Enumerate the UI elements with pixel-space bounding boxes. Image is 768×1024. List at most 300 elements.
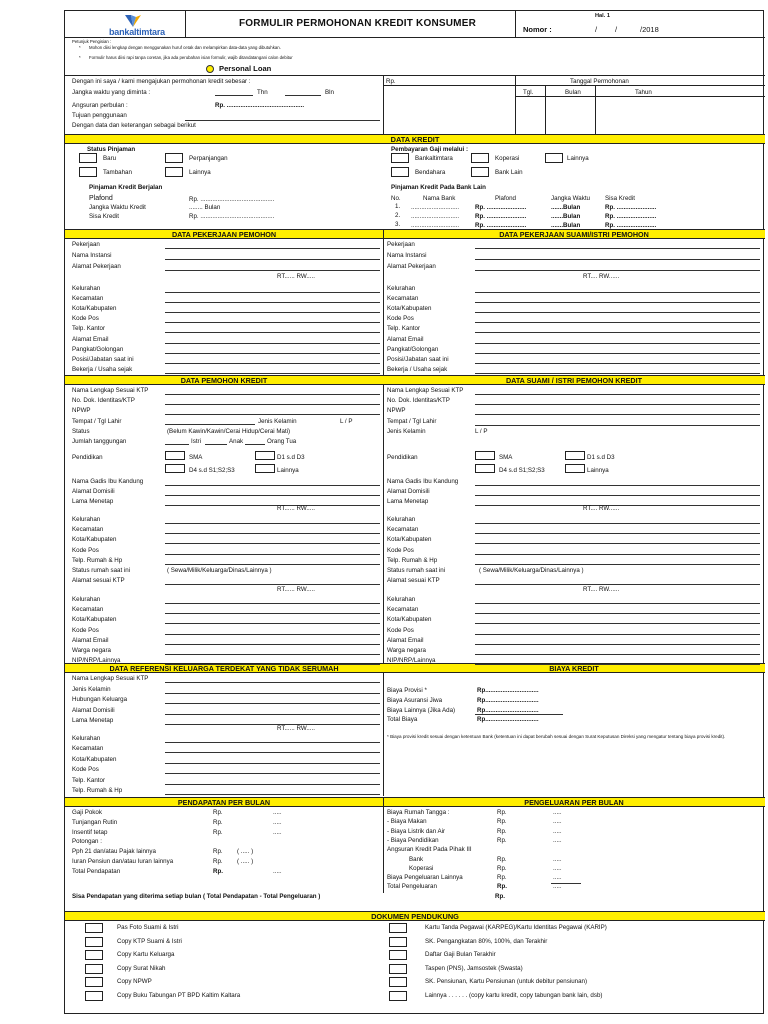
doc-checkbox[interactable] [85,937,103,947]
field-label: Kecamatan [387,606,419,614]
field-label: Iuran Pensiun dan/atau Iuran lainnya [72,858,174,865]
field-label: Posisi/Jabatan saat ini [387,355,449,363]
field-label: Alamat Pekerjaan [72,263,121,271]
field-label: Lama Menetap [72,717,114,725]
field-label: Nama Gadis Ibu Kandung [387,478,459,485]
field-label: - Biaya Pendidikan [387,836,439,844]
spouse-work-field-input[interactable] [475,343,760,344]
spouse-field-input[interactable] [475,554,760,555]
spouse-field-input[interactable] [475,404,760,405]
applicant-field-input[interactable] [165,584,380,585]
field-label: Kota/Kabupaten [72,305,117,313]
field-label: Kota/Kabupaten [72,616,117,624]
rt-rw-label: RT...... RW..... [277,725,315,732]
field-label: Kode Pos [387,626,414,634]
field-label: Alamat Domisili [72,488,115,496]
spouse-field-input[interactable] [475,654,760,655]
field-label: Kelurahan [72,285,101,292]
applicant-field-input[interactable] [165,414,380,415]
applicant-field-input[interactable] [165,495,380,496]
field-label: Rp. [497,809,507,816]
expense-input[interactable]: ..... [553,883,562,891]
pay-banklain-checkbox[interactable] [471,167,489,177]
instruction-item: Mohon diisi lengkap dengan menggunakan huruf cetak dan melampirkan data-data yang dibutuhkan. [89,45,281,50]
applicant-field-input[interactable] [165,394,380,395]
field-label: Kecamatan [72,606,104,614]
field-label: Rp. [497,864,507,872]
spouse-field-input[interactable] [475,664,760,665]
doc-label: Daftar Gaji Bulan Terakhir [425,951,496,958]
field-label: Koperasi [409,864,434,872]
birth-place-input[interactable] [165,424,255,425]
rt-rw-label: RT.... RW...... [583,586,620,593]
spouse-field-input[interactable] [475,603,760,604]
field-label: Tempat / Tgl Lahir [72,417,122,425]
section-dokumen: DOKUMEN PENDUKUNG [65,911,765,921]
personal-loan-label: Personal Loan [219,64,272,73]
field-label: Lama Menetap [72,498,114,506]
spouse-work-field-input[interactable] [475,322,760,323]
field-label: Kota/Kabupaten [387,536,432,544]
work-field-input[interactable] [165,332,380,333]
field-label: Rp. [497,827,507,835]
doc-label: Copy NPWP [117,978,152,985]
field-label: Telp. Kantor [387,325,421,333]
page-number: Hal. 1 [595,13,610,19]
field-label: Kecamatan [387,295,419,303]
marital-status-options[interactable]: (Belum Kawin/Kawin/Cerai Hidup/Cerai Mati) [167,428,291,435]
rt-rw-label: RT.... RW...... [583,505,620,512]
field-label: NIP/NRP/Lainnya [387,657,436,665]
field-label: No. Dok. Identitas/KTP [387,397,450,405]
field-label: NPWP [387,407,406,415]
work-field-input[interactable] [165,292,380,293]
field-label: Gaji Pokok [72,809,102,816]
applicant-field-input[interactable] [165,543,380,544]
field-label: - Biaya Listrik dan Air [387,827,446,835]
field-label: Kode Pos [72,315,99,323]
field-label: Alamat sesuai KTP [387,577,440,585]
spouse-field-input[interactable] [475,564,760,565]
spouse-field-input[interactable] [475,533,760,534]
field-label: Lama Menetap [387,498,429,506]
field-label: Kode Pos [387,315,414,323]
section-pasangan: DATA SUAMI / ISTRI PEMOHON KREDIT [383,375,765,385]
section-pekerjaan-pemohon: DATA PEKERJAAN PEMOHON [65,229,383,239]
applicant-field-input[interactable] [165,664,380,665]
status-perpanjangan-checkbox[interactable] [165,153,183,163]
work-field-input[interactable] [165,322,380,323]
field-label: Jenis Kelamin [72,685,111,693]
spouse-work-field-input[interactable] [475,363,760,364]
reference-field-input[interactable] [165,773,380,774]
field-label: Warga negara [72,647,111,654]
purpose-input[interactable] [185,120,380,121]
field-label: Alamat Domisili [72,706,115,714]
field-label: Kecamatan [72,745,104,753]
applicant-field-input[interactable] [165,554,380,555]
spouse-field-input[interactable] [475,394,760,395]
field-label: Kota/Kabupaten [72,755,117,763]
cost-input[interactable]: Rp............................... [477,696,539,704]
expense-input[interactable]: ..... [553,864,562,872]
field-label: Jumlah tanggungan [72,438,127,445]
spouse-work-field-input[interactable] [475,259,760,260]
field-label: Alamat Email [72,335,109,343]
field-label: Kecamatan [387,526,419,534]
applicant-field-input[interactable] [165,505,380,506]
field-label: Insentif tetap [72,828,108,836]
income-input[interactable]: ( ..... ) [237,848,254,856]
field-label: Status rumah saat ini [387,567,446,574]
spouse-field-input[interactable] [475,495,760,496]
reference-field-input[interactable] [165,714,380,715]
field-label: Posisi/Jabatan saat ini [72,355,134,363]
loan-amount-input[interactable]: Rp. [386,78,396,85]
field-label: Orang Tua [267,438,297,445]
reference-field-input[interactable] [165,794,380,795]
status-tambahan-checkbox[interactable] [79,167,97,177]
doc-checkbox[interactable] [85,991,103,1001]
field-label: Pekerjaan [387,241,415,248]
field-label: Nama Lengkap Sesuai KTP [387,387,464,394]
reference-field-input[interactable] [165,784,380,785]
field-label: Telp. Rumah & Hp [72,556,123,564]
field-label: Pangkat/Golongan [387,345,439,353]
net-income-label: Sisa Pendapatan yang diterima setiap bulan ( Total Pendapatan - Total Pengeluaran ) [72,893,321,900]
instruction-item: Formulir harus diisi rapi tanpa coretan, jika ada perubahan isian formulir, wajib ditandatangani calon debitur [89,55,293,60]
field-label: Rp. [497,836,507,844]
field-label: Jenis Kelamin [387,428,426,435]
field-label: Telp. Kantor [72,325,106,333]
field-label: NIP/NRP/Lainnya [72,657,121,665]
expense-input[interactable]: ..... [553,874,562,882]
field-label: Rp. [497,818,507,826]
field-label: Rp. [213,858,223,865]
spouse-field-input[interactable] [475,613,760,614]
spouse-field-input[interactable] [475,523,760,524]
form-title: FORMULIR PERMOHONAN KREDIT KONSUMER [239,18,476,29]
field-label: Status rumah saat ini [72,567,131,574]
doc-checkbox[interactable] [389,991,407,1001]
field-label: Telp. Rumah & Hp [387,556,438,564]
dependents-wife-input[interactable] [165,444,189,445]
income-input[interactable]: ( ..... ) [237,858,254,865]
field-label: Kecamatan [72,526,104,534]
spouse-field-input[interactable] [475,634,760,635]
field-label: Kelurahan [387,516,416,523]
section-pekerjaan-pasangan: DATA PEKERJAAN SUAMI/ISTRI PEMOHON [383,229,765,239]
dependents-parent-input[interactable] [245,444,265,445]
field-label: Kota/Kabupaten [387,305,432,313]
field-label: Bekerja / Usaha sejak [387,365,448,373]
expense-input[interactable]: ..... [553,818,562,826]
field-label: Kode Pos [72,766,99,774]
doc-checkbox[interactable] [389,950,407,960]
spouse-field-input[interactable] [475,425,760,426]
expense-input[interactable]: ..... [553,855,562,863]
doc-checkbox[interactable] [389,923,407,933]
expense-underline [551,883,581,884]
doc-checkbox[interactable] [85,977,103,987]
applicant-field-input[interactable] [165,623,380,624]
work-field-input[interactable] [165,373,380,374]
personal-loan-radio[interactable] [206,65,214,73]
field-label: Pekerjaan [72,241,100,248]
field-label: Alamat sesuai KTP [72,577,125,585]
spouse-field-input[interactable] [475,414,760,415]
reference-field-input[interactable] [165,724,380,725]
nomor-label: Nomor : [523,25,552,34]
work-field-input[interactable] [165,259,380,260]
income-input[interactable]: ..... [273,828,282,836]
work-field-input[interactable] [165,363,380,364]
credit-application-form: bankaltimtara FORMULIR PERMOHONAN KREDIT KONSUMER Hal. 1 Nomor : / / /2018 Petunjuk Pengisian : * Mohon diisi lengkap dengan menggunakan huruf cetak dan melampirkan data-data yang dibutuhkan. * Formulir harus diisi rapi tanpa coretan, jika ada perubahan isian formulir, wajib ditandatangani calon debitur Personal Loan Dengan ini saya / kami mengajukan permohonan kredit sebesar : Rp. Tanggal Permohonan Jangka waktu yang diminta : Thn Bln Tgl. Bulan Tahun Angsuran perbulan : Rp. ............................................. Tujuan penggunaan Dengan data dan keterangan sebagai berikut DATA KREDIT Status Pinjaman Baru Perpanjangan Tambahan Lainnya Pembayaran Gaji melalui : Bankaltimtara Koperasi Lainnya Bendahara Bank Lain Pinjaman Kredit Berjalan Plafond Rp. ........................................... Jangka Waktu Kredit ........ Bulan Sisa Kredit Rp. ........................................... Pinjaman Kredit Pada Bank Lain No. Nama Bank Plafond Jangka Waktu Sisa Kredit 1. ............................ Rp. ....................... .......Bulan Rp. ....................... 2. ............................ Rp. ....................... .......Bulan Rp. ....................... 3. ............................ Rp. ....................... .......Bulan Rp. ....................... DATA PEKERJAAN PEMOHON DATA PEKERJAAN SUAMI/ISTRI PEMOHON DATA PEMOHON KREDIT DATA SUAMI / ISTRI PEMOHON KREDIT DATA REFERENSI KELUARGA TERDEKAT YANG TIDAK SERUMAH BIAYA KREDIT PENDAPATAN PER BULAN PENGELUARAN PER BULAN Sisa Pendapatan yang diterima setiap bulan ( Total Pendapatan - Total Pengeluaran ) Rp. DOKUMEN PENDUKUNG Pekerjaan Pekerjaan Nama Instansi Nama Instansi Alamat Pekerjaan Alamat Pekerjaan RT...... RW..... RT.... RW...... Kelurahan Kelurahan Kecamatan Kecamatan Kota/Kabupaten Kota/Kabupaten Kode Pos Kode Pos Telp. Kantor Telp. Kantor Alamat Email Alamat Email Pangkat/Golongan Pangkat/Golongan Posisi/Jabatan saat ini Posisi/Jabatan saat ini Bekerja / Usaha sejak Bekerja / Usaha sejak Nama Lengkap Sesuai KTP Nama Lengkap Sesuai KTP No. Dok. Identitas/KTP No. Dok. Identitas/KTP NPWP NPWP Tempat / Tgl Lahir Tempat / Tgl Lahir Jenis Kelamin L / P Jenis Kelamin L / P Status (Belum Kawin/Kawin/Cerai Hidup/Cerai Mati) Jumlah tanggungan Istri Anak Orang Tua Pendidikan SMA D1 s.d D3 D4 s.d S1;S2;S3 Lainnya Pendidikan SMA D1 s.d D3 D4 s.d S1;S2;S3 Lainnya Nama Gadis Ibu Kandung Nama Gadis Ibu Kandung Alamat Domisili Alamat Domisili Lama Menetap Lama Menetap RT...... RW..... RT.... RW...... Kelurahan Kelurahan Kecamatan Kecamatan Kota/Kabupaten Kota/Kabupaten Kode Pos Kode Pos Telp. Rumah & Hp Telp. Rumah & Hp Status rumah saat ini ( Sewa/Milik/Keluarga/Dinas/Lainnya ) Status rumah saat ini ( Sewa/Milik/Keluarga/Dinas/Lainnya ) Alamat sesuai KTP Alamat sesuai KTP RT...... RW..... RT.... RW...... Kelurahan Kelurahan Kecamatan Kecamatan Kota/Kabupaten Kota/Kabupaten Kode Pos Kode Pos Alamat Email Alamat Email Warga negara Warga negara NIP/NRP/Lainnya NIP/NRP/Lainnya Nama Lengkap Sesuai KTP Jenis Kelamin Hubungan Keluarga Alamat Domisili Lama Menetap RT...... RW..... Kelurahan Kecamatan Kota/Kabupaten Kode Pos Telp. Kantor Telp. Rumah & Hp Biaya Provisi * Rp............................... Biaya Asuransi Jiwa Rp............................... Biaya Lainnya (Jika Ada) Rp............................... Total Biaya Rp............................... * Biaya provisi kredit sesuai dengan ketentuan Bank (ketentuan ini dapat berubah sesuai dengan Surat Keputusan Direksi yang mengatur tentang biaya provisi kredit). Gaji Pokok Rp. ..... Tunjangan Rutin Rp. ..... Insentif tetap Rp. ..... Potongan : Pph 21 dan/atau Pajak lainnya Rp. ( ..... ) Iuran Pensiun dan/atau Iuran lainnya Rp. ( ..... ) Total Pendapatan Rp. ..... Biaya Rumah Tangga : Rp. ..... - Biaya Makan Rp. ..... - Biaya Listrik dan Air Rp. ..... - Biaya Pendidikan Rp. ..... Angsuran Kredit Pada Pihak III Bank Rp. ..... Koperasi Rp. ..... Biaya Pengeluaran Lainnya Rp. ..... Total Pengeluaran Rp. ..... Pas Foto Suami & Istri Copy KTP Suami & Istri Copy Kartu Keluarga Copy Surat Nikah Copy NPWP Copy Buku Tabungan PT BPD Kaltim Kaltara Kartu Tanda Pegawai (KARPEG)/Kartu Identitas Pegawai (KARIP) SK. Pengangkatan 80%, 100%, dan Terakhir Daftar Gaji Bulan Terakhir Taspen (PNS), Jamsostek (Swasta) SK. Pensiunan, Kartu Pensiunan (untuk debitur pensiunan) Lainnya . . . . . . (copy kartu kredit, copy tabungan bank lain, dsb) [64,10,764,1014]
spouse-field-input[interactable] [475,644,760,645]
edu-d4s3-checkbox[interactable] [475,464,495,473]
work-field-input[interactable] [165,302,380,303]
bank-logo [87,13,165,39]
edu-other-checkbox[interactable] [565,464,585,473]
reference-field-input[interactable] [165,752,380,753]
spouse-work-field-input[interactable] [475,353,760,354]
expense-input[interactable]: ..... [553,827,562,835]
doc-label: Copy Buku Tabungan PT BPD Kaltim Kaltara [117,991,241,999]
field-label: Istri [191,438,201,445]
spouse-work-field-input[interactable] [475,302,760,303]
doc-checkbox[interactable] [389,977,407,987]
reference-field-input[interactable] [165,682,380,683]
field-label: No. Dok. Identitas/KTP [72,397,135,405]
spouse-field-input[interactable] [475,485,760,486]
edu-sma-checkbox[interactable] [165,451,185,460]
cost-input[interactable]: Rp............................... [477,706,539,714]
spouse-work-field-input[interactable] [475,312,760,313]
edu-d1d3-checkbox[interactable] [565,451,585,460]
applicant-field-input[interactable] [165,485,380,486]
field-label: Total Pendapatan [72,867,121,875]
doc-checkbox[interactable] [85,923,103,933]
field-label: Nama Lengkap Sesuai KTP [72,675,149,682]
spouse-field-input[interactable] [475,623,760,624]
field-label: NPWP [72,407,91,415]
doc-checkbox[interactable] [389,937,407,947]
field-label: Rp. [497,874,507,882]
installment-input[interactable]: Rp. ............................................. [215,102,305,109]
field-label: Biaya Rumah Tangga : [387,809,450,816]
field-label: Kelurahan [72,516,101,523]
section-referensi: DATA REFERENSI KELUARGA TERDEKAT YANG TIDAK SERUMAH [65,663,383,673]
field-label: Nama Instansi [72,252,112,260]
field-label: Nama Gadis Ibu Kandung [72,478,144,485]
reference-field-input[interactable] [165,693,380,694]
expense-input[interactable]: ..... [553,809,562,816]
field-label: Anak [229,438,244,445]
field-label: Nama Lengkap Sesuai KTP [72,387,149,394]
nomor-year: /2018 [640,25,659,34]
spouse-work-field-input[interactable] [475,292,760,293]
applicant-field-input[interactable] [165,533,380,534]
house-status-options[interactable]: ( Sewa/Milik/Keluarga/Dinas/Lainnya ) [479,567,584,574]
rt-rw-label: RT...... RW..... [277,273,315,280]
bank-logo-text: bankaltimtara [109,27,165,37]
current-remaining-input[interactable]: Rp. ........................................... [189,213,275,220]
field-label: D4 s.d S1;S2;S3 [499,467,545,474]
doc-label: SK. Pensiunan, Kartu Pensiunan (untuk debitur pensiunan) [425,978,588,985]
field-label: Lainnya [587,467,609,474]
reference-field-input[interactable] [165,742,380,743]
work-field-input[interactable] [165,312,380,313]
spouse-work-field-input[interactable] [475,270,760,271]
field-label: SMA [499,454,513,461]
reference-field-input[interactable] [165,763,380,764]
provision-note: * Biaya provisi kredit sesuai dengan ketentuan Bank (ketentuan ini dapat berubah sesuai dengan Surat Keputusan Direksi yang mengatur tentang biaya provisi kredit). [387,734,726,739]
field-label: SMA [189,454,203,461]
pay-lainnya-checkbox[interactable] [545,153,563,163]
field-label: Telp. Kantor [72,776,106,784]
field-label: Angsuran Kredit Pada Pihak III [387,846,472,854]
doc-label: SK. Pengangkatan 80%, 100%, dan Terakhir [425,937,548,945]
work-field-input[interactable] [165,353,380,354]
income-input[interactable]: ..... [273,867,282,875]
section-biaya-kredit: BIAYA KREDIT [383,663,765,673]
spouse-field-input[interactable] [475,543,760,544]
applicant-field-input[interactable] [165,654,380,655]
spouse-work-field-input[interactable] [475,248,760,249]
field-label: Pph 21 dan/atau Pajak lainnya [72,848,156,856]
field-label: Alamat Pekerjaan [387,263,436,271]
field-label: Bekerja / Usaha sejak [72,365,133,373]
tenor-months-input[interactable] [285,95,321,96]
field-label: Jenis Kelamin [258,418,297,425]
applicant-field-input[interactable] [165,613,380,614]
field-label: - Biaya Makan [387,818,427,826]
field-label: Rp. [213,848,223,856]
field-label: Potongan : [72,838,102,846]
field-label: Kode Pos [387,546,414,554]
field-label: Rp. [213,828,223,836]
doc-label: Pas Foto Suami & Istri [117,924,179,931]
applicant-field-input[interactable] [165,523,380,524]
spouse-work-field-input[interactable] [475,373,760,374]
field-label: Warga negara [387,647,426,654]
current-tenor-input[interactable]: ........ Bulan [189,204,221,211]
field-label: Kota/Kabupaten [72,536,117,544]
cost-underline [475,714,563,715]
status-lainnya-checkbox[interactable] [165,167,183,177]
edu-d1d3-checkbox[interactable] [255,451,275,460]
applicant-field-input[interactable] [165,603,380,604]
tenor-years-input[interactable] [215,95,253,96]
field-label: Rp. [497,883,507,891]
field-label: Kode Pos [72,546,99,554]
applicant-field-input[interactable] [165,644,380,645]
field-label: Hubungan Keluarga [72,696,128,704]
applicant-field-input[interactable] [165,404,380,405]
house-status-options[interactable]: ( Sewa/Milik/Keluarga/Dinas/Lainnya ) [167,567,272,574]
doc-label: Copy Kartu Keluarga [117,951,175,958]
expense-input[interactable]: ..... [553,836,562,844]
edu-d4s3-checkbox[interactable] [165,464,185,473]
field-label: Rp. [213,867,223,875]
section-pemohon: DATA PEMOHON KREDIT [65,375,383,385]
field-label: D1 s.d D3 [587,454,615,461]
net-income-value[interactable]: Rp. [495,893,505,900]
field-label: Kelurahan [387,596,416,603]
field-label: Lainnya [277,467,299,474]
field-label: Biaya Pengeluaran Lainnya [387,874,463,882]
income-input[interactable]: ..... [273,818,282,826]
doc-checkbox[interactable] [389,964,407,974]
work-field-input[interactable] [165,270,380,271]
doc-label: Kartu Tanda Pegawai (KARPEG)/Kartu Identitas Pegawai (KARIP) [425,924,607,931]
applicant-field-input[interactable] [165,564,380,565]
field-label: Bank [409,855,424,863]
applicant-field-input[interactable] [165,634,380,635]
section-pengeluaran: PENGELUARAN PER BULAN [383,797,765,807]
field-label: Biaya Lainnya (Jika Ada) [387,706,456,714]
field-label: Rp. [497,855,507,863]
field-label: Alamat Email [387,636,424,644]
status-baru-checkbox[interactable] [79,153,97,163]
field-label: Pendidikan [72,454,103,461]
work-field-input[interactable] [165,343,380,344]
field-label: Kelurahan [387,285,416,292]
doc-label: Copy KTP Suami & Istri [117,937,182,945]
field-label: Kota/Kabupaten [387,616,432,624]
field-label: Telp. Rumah & Hp [72,787,123,794]
field-label: Total Pengeluaran [387,883,437,891]
cost-input[interactable]: Rp............................... [477,687,539,694]
cost-input[interactable]: Rp............................... [477,716,539,724]
instructions-label: Petunjuk Pengisian : [72,39,112,44]
field-label: Tunjangan Rutin [72,818,118,826]
rt-rw-label: RT.... RW...... [583,273,620,280]
reference-field-input[interactable] [165,703,380,704]
current-plafond-input[interactable]: Rp. ........................................... [189,196,275,203]
field-label: Kode Pos [72,626,99,634]
income-input[interactable]: ..... [273,809,282,816]
field-label: Alamat Email [387,335,424,343]
field-label: Kelurahan [72,735,101,742]
section-pendapatan: PENDAPATAN PER BULAN [65,797,383,807]
pay-bankaltimtara-checkbox[interactable] [391,153,409,163]
field-label: D4 s.d S1;S2;S3 [189,467,235,474]
rt-rw-label: RT...... RW..... [277,505,315,512]
field-label: Status [72,428,90,435]
edu-sma-checkbox[interactable] [475,451,495,460]
field-label: Alamat Domisili [387,488,430,496]
rt-rw-label: RT...... RW..... [277,586,315,593]
doc-checkbox[interactable] [85,964,103,974]
dependents-child-input[interactable] [205,444,227,445]
doc-label: Lainnya . . . . . . (copy kartu kredit, copy tabungan bank lain, dsb) [425,991,603,999]
field-label: Kelurahan [72,596,101,603]
field-label: Kecamatan [72,295,104,303]
pay-bendahara-checkbox[interactable] [391,167,409,177]
work-field-input[interactable] [165,248,380,249]
spouse-work-field-input[interactable] [475,332,760,333]
field-label: Pangkat/Golongan [72,345,124,353]
gender-option[interactable]: L / P [340,418,353,425]
doc-checkbox[interactable] [85,950,103,960]
pay-koperasi-checkbox[interactable] [471,153,489,163]
field-label: Tempat / Tgl Lahir [387,417,437,425]
field-label: Biaya Provisi * [387,687,427,694]
gender-option[interactable]: L / P [475,428,488,435]
field-label: Rp. [213,809,223,816]
edu-other-checkbox[interactable] [255,464,275,473]
